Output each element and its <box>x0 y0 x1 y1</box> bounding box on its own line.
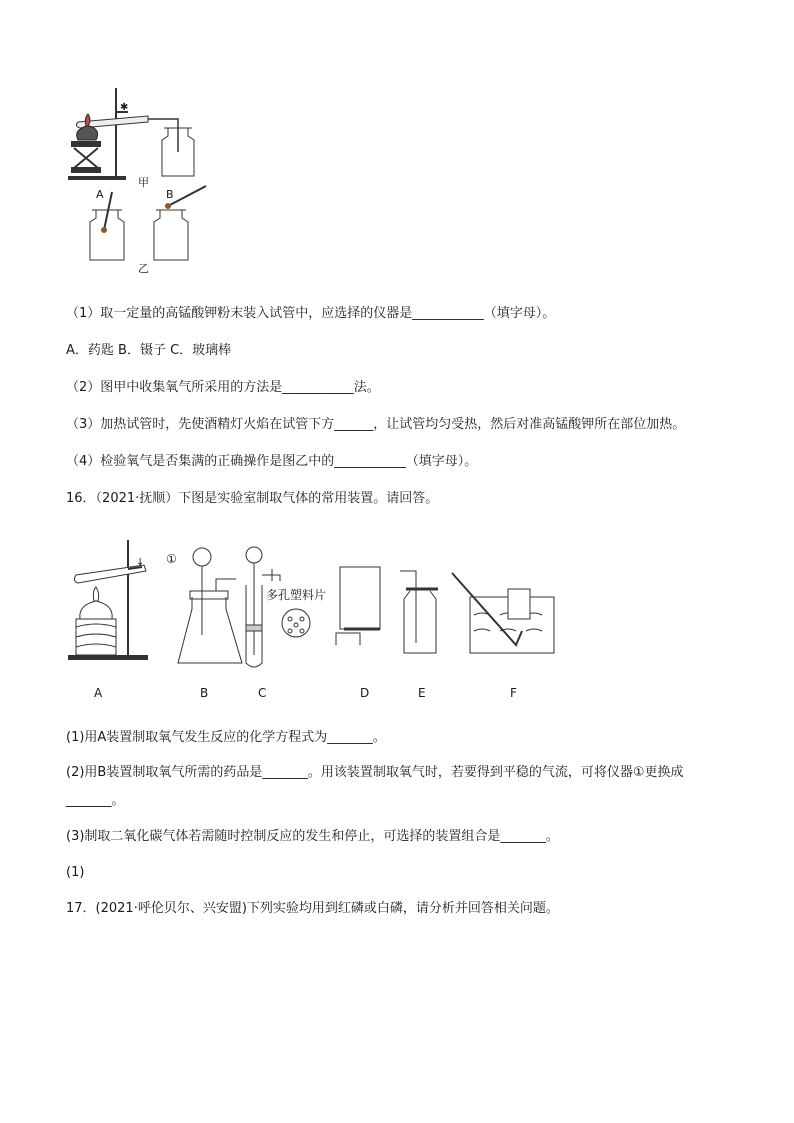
svg-text:↓: ↓ <box>136 557 145 568</box>
label-a-device: A <box>94 686 103 700</box>
q16-part2b: _______。 <box>66 793 125 808</box>
delivery-tube <box>148 119 178 152</box>
figure-oxygen-apparatus <box>60 80 230 280</box>
lab-jack <box>72 142 100 172</box>
porous-plate-label: 多孔塑料片 <box>266 588 327 602</box>
iron-stand-base <box>68 176 126 180</box>
figure-gas-apparatus <box>60 535 570 705</box>
q15-part1: （1）取一定量的高锰酸钾粉末装入试管中，应选择的仪器是___________（填字母）。 <box>66 306 556 321</box>
label-a: A <box>96 188 104 201</box>
q15-part3: （3）加热试管时，先使酒精灯火焰在试管下方______，让试管均匀受热，然后对准高锰酸钾所在部位加热。 <box>66 417 686 432</box>
q15-options: A．药匙 B．镊子 C．玻璃棒 <box>66 343 232 358</box>
label-jia: 甲 <box>138 176 149 189</box>
label-b: B <box>166 188 174 201</box>
apparatus-a <box>68 540 148 660</box>
apparatus-d <box>336 567 380 645</box>
label-c-device: C <box>258 686 267 700</box>
label-b-device: B <box>200 686 209 700</box>
q15-part2: （2）图甲中收集氧气所采用的方法是___________法。 <box>66 380 380 395</box>
circle-label: ① <box>166 552 177 566</box>
apparatus-e <box>400 571 438 653</box>
q16-part1: (1)用A装置制取氧气发生反应的化学方程式为_______。 <box>66 730 386 745</box>
q17-header: 17．(2021·呼伦贝尔、兴安盟)下列实验均用到红磷或白磷，请分析并回答相关问题。 <box>66 901 559 916</box>
q16-part4: (1) <box>66 865 85 880</box>
apparatus-f <box>452 573 554 653</box>
apparatus-b <box>178 548 242 663</box>
label-d-device: D <box>360 686 370 700</box>
bottle-b <box>154 210 188 260</box>
wooden-splint-b <box>168 186 206 206</box>
label-f-device: F <box>510 686 517 700</box>
wooden-splint-a <box>104 192 112 230</box>
apparatus-c <box>246 547 310 667</box>
q16-part2a: (2)用B装置制取氧气所需的药品是_______。用该装置制取氧气时，若要得到平稳的气流，可将仪器①更换成 <box>66 765 684 780</box>
label-e-device: E <box>418 686 426 700</box>
label-yi: 乙 <box>138 262 149 275</box>
q15-part4: （4）检验氧气是否集满的正确操作是图乙中的___________（填字母）。 <box>66 454 478 469</box>
q16-header: 16．（2021·抚顺）下图是实验室制取气体的常用装置。请回答。 <box>66 491 439 506</box>
svg-text:✱: ✱ <box>120 102 129 113</box>
q16-part3: (3)制取二氧化碳气体若需随时控制反应的发生和停止，可选择的装置组合是_______。 <box>66 829 559 844</box>
